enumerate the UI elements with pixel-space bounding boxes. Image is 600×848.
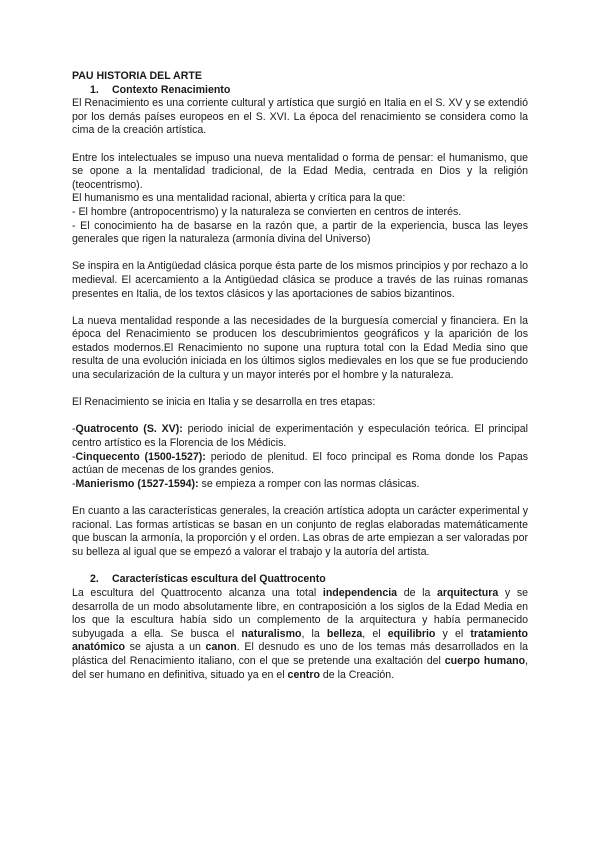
paragraph: Se inspira en la Antigüedad clásica porque ésta parte de los mismos principios y por rechazo a lo medieval. El acercamiento a la Antigüedad clásica se produce a través de las ruinas romanas presentes en Italia, de los textos clásicos y las aportaciones de sabios bizantinos. bbox=[72, 260, 528, 300]
section-number: 1. bbox=[90, 83, 99, 96]
list-item: - El conocimiento ha de basarse en la razón que, a partir de la experiencia, busca las leyes generales que rigen la naturaleza (armonía divina del Universo) bbox=[72, 219, 528, 246]
document-title: PAU HISTORIA DEL ARTE bbox=[72, 70, 202, 82]
paragraph: El Renacimiento se inicia en Italia y se desarrolla en tres etapas: bbox=[72, 396, 376, 409]
paragraph: La escultura del Quattrocento alcanza una total independencia de la arquitectura y se desarrolla de un modo absolutamente libre, en contraposición a los siglos de la Edad Media en los que la escultura había sido un complemento de la arquitectura y había permanecido subyugada a ella. Se busca el naturalismo, la belleza, el equilibrio y el tratamiento anatómico se ajusta a un canon. El desnudo es uno de los temas más desarrollados en la plástica del Renacimiento italiano, con el que se pretende una exaltación del cuerpo humano, del ser humano en definitiva, situado ya en el centro de la Creación. bbox=[72, 586, 529, 681]
paragraph: La nueva mentalidad responde a las necesidades de la burguesía comercial y financiera. En la época del Renacimiento se producen los descubrimientos geográficos y la aparición de los estados modernos.El Renacimiento no supone una ruptura total con la Edad Media sino que resulta de una evolución iniciada en los últimos siglos medievales en los que se fue produciendo una secularización de la cultura y un mayor interés por el hombre y la naturaleza. bbox=[72, 314, 528, 382]
paragraph: El humanismo es una mentalidad racional, abierta y crítica para la que: bbox=[72, 192, 406, 205]
paragraph: El Renacimiento es una corriente cultural y artística que surgió en Italia en el S. XV y se extendió por los demás países europeos en el S. XVI. La época del renacimiento se considera como la cima de la creación artística. bbox=[72, 97, 528, 137]
stage-item: -Quatrocento (S. XV): periodo inicial de experimentación y especulación teórica. El principal centro artístico es la Florencia de los Médicis. bbox=[72, 423, 528, 450]
list-item: - El hombre (antropocentrismo) y la naturaleza se convierten en centros de interés. bbox=[72, 205, 462, 218]
section-title: Características escultura del Quattrocento bbox=[112, 573, 326, 586]
section-heading-1 bbox=[72, 84, 528, 98]
section-heading-2 bbox=[72, 573, 528, 587]
paragraph: Entre los intelectuales se impuso una nueva mentalidad o forma de pensar: el humanismo, que se opone a la mentalidad tradicional, de la Edad Media, centrada en Dios y la religión (teocentrismo). bbox=[72, 151, 528, 191]
stage-item: -Manierismo (1527-1594): se empieza a romper con las normas clásicas. bbox=[72, 477, 420, 490]
section-number: 2. bbox=[90, 573, 99, 586]
paragraph: En cuanto a las características generales, la creación artística adopta un carácter experimental y racional. Las formas artísticas se basan en un conjunto de reglas elaboradas matemáticamente que buscan la armonía, la proporción y el orden. Las obras de arte empiezan a ser valoradas por su belleza al igual que se empezó a valorar el trabajo y la autoría del artista. bbox=[72, 505, 528, 558]
stage-item: -Cinquecento (1500-1527): periodo de plenitud. El foco principal es Roma donde los Papas actúan de mecenas de los grandes genios. bbox=[72, 450, 529, 477]
section-title: Contexto Renacimiento bbox=[112, 83, 231, 96]
